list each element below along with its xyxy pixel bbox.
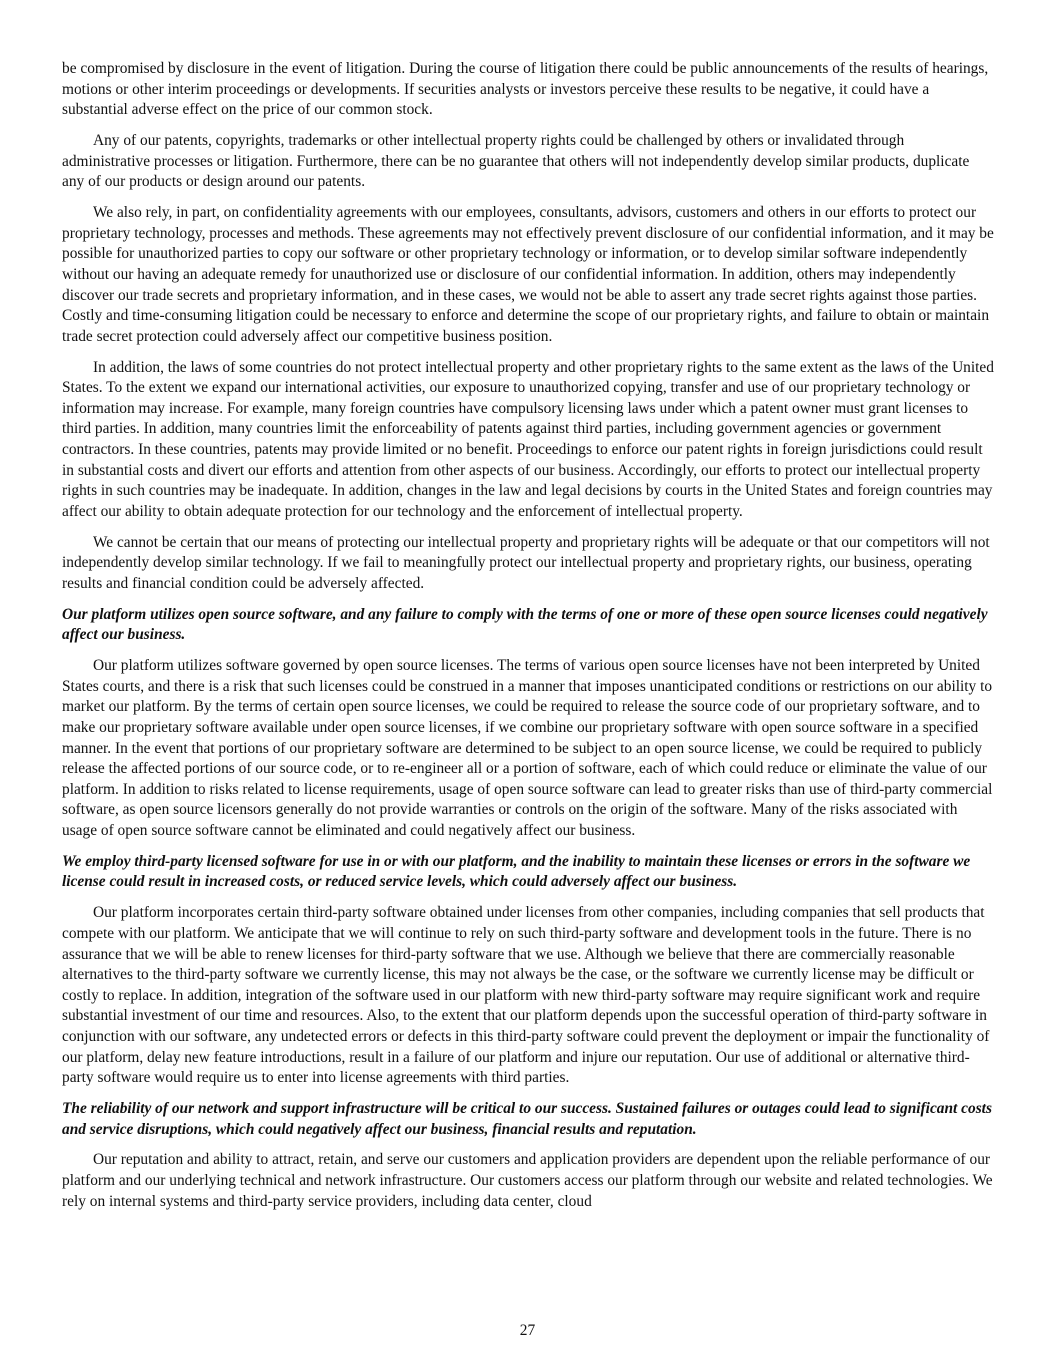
- paragraph-confidentiality-agreements: We also rely, in part, on confidentiality agreements with our employees, consultants, advisors, customers and others in our efforts to protect our proprietary technology, processes and methods. These agreements may not effectively prevent disclosure of our confidential information, and it may be possible for unauthorized parties to copy our software or other proprietary technology or information, or to develop similar software independently without our having an adequate remedy for unauthorized use or disclosure of our confidential information. In addition, others may independently discover our trade secrets and proprietary information, and in these cases, we would not be able to assert any trade secret rights against those parties. Costly and time-consuming litigation could be necessary to enforce and determine the scope of our proprietary rights, and failure to obtain or maintain trade secret protection could adversely affect our competitive business position.: [62, 204, 994, 345]
- paragraph-network-reliability: Our reputation and ability to attract, retain, and serve our customers and application providers are dependent upon the reliable performance of our platform and our underlying technical and network infrastructure. Our customers access our platform through our website and related technologies. We rely on internal systems and third-party service providers, including data center, cloud: [62, 1151, 993, 1210]
- document-page: [62, 59, 994, 1223]
- heading-open-source: Our platform utilizes open source software, and any failure to comply with the terms of one or more of these open source licenses could negatively affect our business.: [62, 605, 988, 644]
- heading-network-reliability: The reliability of our network and support infrastructure will be critical to our success. Sustained failures or outages could lead to significant costs and service disruptions, which could negatively affect our business, financial results and reputation.: [62, 1099, 992, 1138]
- paragraph-foreign-laws: In addition, the laws of some countries do not protect intellectual property and other proprietary rights to the same extent as the laws of the United States. To the extent we expand our international activities, our exposure to unauthorized copying, transfer and use of our proprietary technology or information may increase. For example, many foreign countries have compulsory licensing laws under which a patent owner must grant licenses to third parties. In addition, many countries limit the enforceability of patents against third parties, including government agencies or government contractors. In these countries, patents may provide limited or no benefit. Proceedings to enforce our patent rights in foreign jurisdictions could result in substantial costs and divert our efforts and attention from other aspects of our business. Accordingly, our efforts to protect our intellectual property rights in such countries may be inadequate. In addition, changes in the law and legal decisions by courts in the United States and foreign countries may affect our ability to obtain adequate protection for our technology and the enforcement of intellectual property.: [62, 358, 994, 520]
- paragraph-third-party-software: Our platform incorporates certain third-party software obtained under licenses from other companies, including companies that sell products that compete with our platform. We anticipate that we will continue to rely on such third-party software and development tools in the future. There is no assurance that we will be able to renew licenses for third-party software that we use. Although we believe that there are commercially reasonable alternatives to the third-party software we currently license, this may not always be the case, or the software we currently license may be difficult or costly to replace. In addition, integration of the software used in our platform with new third-party software may require significant work and require substantial investment of our time and resources. Also, to the extent that our platform depends upon the successful operation of third-party software in conjunction with our software, any undetected errors or defects in this third-party software could prevent the deployment or impair the functionality of our platform, delay new feature introductions, result in a failure of our platform and injure our reputation. Our use of additional or alternative third-party software would require us to enter into license agreements with third parties.: [62, 904, 990, 1087]
- heading-third-party-software: We employ third-party licensed software for use in or with our platform, and the inability to maintain these licenses or errors in the software we license could result in increased costs, or reduced service levels, which could adversely affect our business.: [62, 852, 971, 891]
- paragraph-open-source-licenses: Our platform utilizes software governed by open source licenses. The terms of various open source licenses have not been interpreted by United States courts, and there is a risk that such licenses could be construed in a manner that imposes unanticipated conditions or restrictions on our ability to market our platform. By the terms of certain open source licenses, we could be required to release the source code of our proprietary software, and to make our proprietary software available under open source licenses, if we combine our proprietary software with open source software in a specified manner. In the event that portions of our proprietary software are determined to be subject to an open source license, we could be required to publicly release the affected portions of our source code, or to re-engineer all or a portion of software, each of which could reduce or eliminate the value of our platform. In addition to risks related to license requirements, usage of open source software can lead to greater risks than use of third-party commercial software, as open source licensors generally do not provide warranties or controls on the origin of the software. Many of the risks associated with usage of open source software cannot be eliminated and could negatively affect our business.: [62, 657, 993, 839]
- page-number: 27: [519, 1322, 536, 1339]
- paragraph-patents-challenged: Any of our patents, copyrights, trademarks or other intellectual property rights could be challenged by others or invalidated through administrative processes or litigation. Furthermore, there can be no guarantee that others will not independently develop similar products, duplicate any of our products or design around our patents.: [62, 132, 970, 191]
- paragraph-litigation-disclosure: be compromised by disclosure in the event of litigation. During the course of litigation there could be public announcements of the results of hearings, motions or other interim proceedings or developments. If securities analysts or investors perceive these results to be negative, it could have a substantial adverse effect on the price of our common stock.: [62, 60, 989, 119]
- paragraph-means-of-protection: We cannot be certain that our means of protecting our intellectual property and proprietary rights will be adequate or that our competitors will not independently develop similar technology. If we fail to meaningfully protect our intellectual property and proprietary rights, our business, operating results and financial condition could be adversely affected.: [62, 533, 990, 592]
